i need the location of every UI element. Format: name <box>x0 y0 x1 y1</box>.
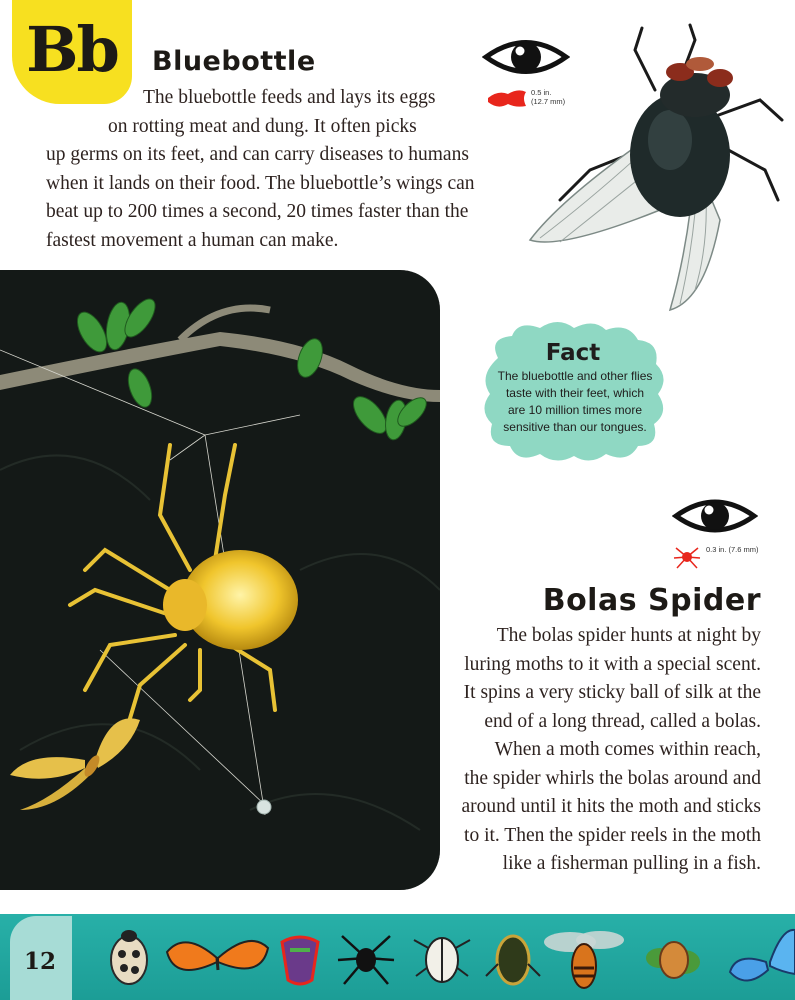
shield-bug-icon <box>272 928 328 990</box>
night-scene <box>0 270 440 890</box>
butterfly-icon <box>165 930 270 986</box>
bolas-size-label: 0.3 in. (7.6 mm) <box>706 545 759 554</box>
bluebottle-line: on rotting meat and dung. It often picks <box>108 115 417 137</box>
bluebottle-text <box>30 84 510 255</box>
bolas-line: When a moth comes within reach, <box>494 739 761 760</box>
eye-icon <box>672 492 758 540</box>
bluebottle-line: beat up to 200 times a second, 20 times faster than the <box>46 201 469 222</box>
fact-text <box>490 368 660 436</box>
spider-icon <box>334 926 398 990</box>
hornet-icon <box>540 920 626 994</box>
bolas-line: end of a long thread, called a bolas. <box>484 710 761 732</box>
bolas-line: The bolas spider hunts at night by <box>496 625 761 646</box>
fact-line: taste with their feet, which <box>505 386 645 400</box>
spider-size-icon <box>672 542 702 572</box>
bolas-text <box>401 622 761 879</box>
fact-line: The bluebottle and other flies <box>497 369 653 383</box>
page-number: 12 <box>23 948 56 975</box>
water-beetle-icon <box>484 926 542 990</box>
fact-line: sensitive than our tongues. <box>503 420 647 434</box>
bolas-line: the spider whirls the bolas around and <box>464 767 761 789</box>
bluebottle-line: when it lands on their food. The bluebottle’s wings can <box>46 172 475 194</box>
bolas-line: luring moths to it with a special scent. <box>464 653 761 675</box>
frog-icon <box>636 924 708 990</box>
beetle-icon <box>410 920 474 994</box>
bolas-title: Bolas Spider <box>542 583 761 618</box>
bluebottle-line: The bluebottle feeds and lays its eggs <box>143 87 436 108</box>
letter-heading: Bb <box>26 12 118 86</box>
bluebottle-illustration <box>520 20 790 320</box>
blue-butterfly-icon <box>726 922 795 992</box>
ladybird-icon <box>104 926 154 988</box>
bluebottle-line: up germs on its feet, and can carry diseases to humans <box>46 144 469 165</box>
fact-title: Fact <box>545 340 601 366</box>
bolas-line: It spins a very sticky ball of silk at the <box>463 682 761 703</box>
bluebottle-title: Bluebottle <box>152 46 316 77</box>
bolas-spider-illustration <box>0 270 440 890</box>
bolas-line: around until it hits the moth and sticks <box>461 796 761 817</box>
size-line: (12.7 mm) <box>531 97 566 106</box>
bluebottle-line: fastest movement a human can make. <box>46 229 339 251</box>
bolas-line: to it. Then the spider reels in the moth <box>464 824 761 846</box>
bolas-line: like a fisherman pulling in a fish. <box>502 853 761 874</box>
size-line: 0.5 in. <box>531 88 552 97</box>
fact-line: are 10 million times more <box>507 403 643 417</box>
